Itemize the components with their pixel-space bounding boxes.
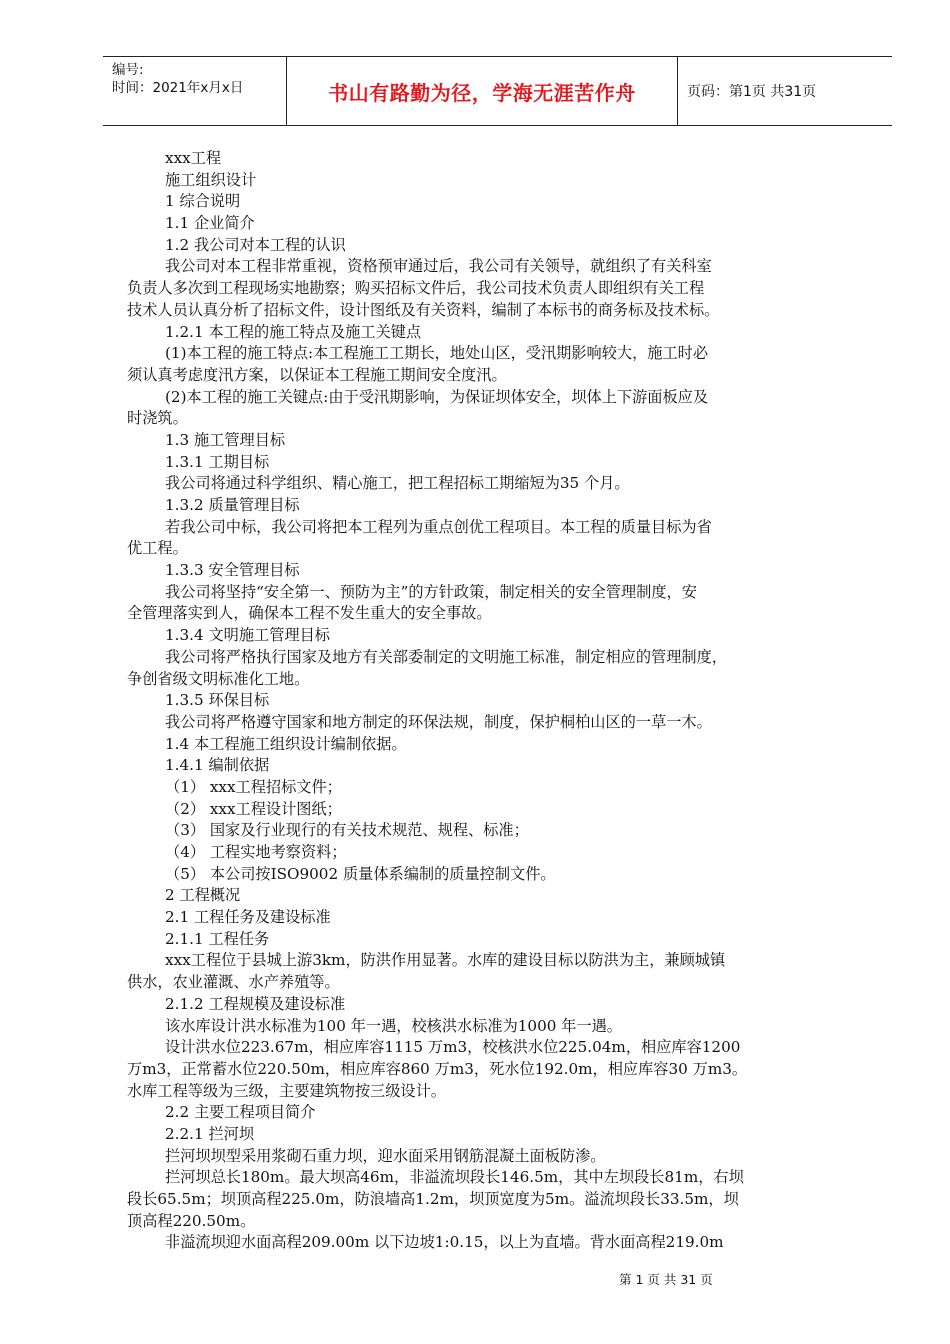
text-line: 我公司将通过科学组织、精心施工，把工程招标工期缩短为35 个月。 — [165, 474, 630, 493]
header-meta — [103, 57, 287, 125]
text-line: 1.1 企业简介 — [165, 214, 255, 233]
text-line: 全管理落实到人，确保本工程不发生重大的安全事故。 — [127, 604, 492, 623]
text-line: 1.3.3 安全管理目标 — [165, 561, 300, 580]
text-line: 2.1 工程任务及建设标准 — [165, 908, 331, 927]
text-line: 1 综合说明 — [165, 192, 241, 211]
text-line: 段长65.5m；坝顶高程225.0m，防浪墙高1.2m，坝顶宽度为5m。溢流坝段长33.5m，坝 — [127, 1190, 739, 1208]
text-line: 1.3.4 文明施工管理目标 — [165, 626, 330, 645]
text-line: 非溢流坝迎水面高程209.00m 以下边坡1:0.15，以上为直墙。背水面高程219.0m — [165, 1233, 724, 1252]
text-line: 2.1.2 工程规模及建设标准 — [165, 994, 346, 1013]
text-line: 2.2.1 拦河坝 — [165, 1124, 255, 1143]
text-line: 时浇筑。 — [127, 409, 188, 428]
page-header — [103, 56, 892, 126]
text-line: （4） 工程实地考察资料； — [165, 843, 347, 861]
text-line: 顶高程220.50m。 — [127, 1211, 256, 1230]
text-line: 水库工程等级为三级，主要建筑物按三级设计。 — [127, 1081, 446, 1100]
text-line: 供水，农业灌溉、水产养殖等。 — [127, 973, 340, 992]
text-line: （2） xxx工程设计图纸； — [165, 799, 342, 818]
text-line: 须认真考虑度汛方案，以保证本工程施工期间安全度汛。 — [127, 365, 507, 384]
text-line: (1)本工程的施工特点:本工程施工工期长，地处山区，受汛期影响较大，施工时必 — [165, 344, 709, 363]
text-line: 技术人员认真分析了招标文件，设计图纸及有关资料，编制了本标书的商务标及技术标。 — [127, 300, 720, 319]
text-line: 我公司将严格遵守国家和地方制定的环保法规，制度，保护桐柏山区的一草一木。 — [165, 712, 712, 731]
text-line: 1.3 施工管理目标 — [165, 430, 286, 449]
text-line: (2)本工程的施工关键点:由于受汛期影响，为保证坝体安全，坝体上下游面板应及 — [165, 387, 709, 406]
text-line: （3） 国家及行业现行的有关技术规范、规程、标准； — [165, 821, 529, 840]
text-line: 优工程。 — [127, 539, 188, 558]
text-line: 2 工程概况 — [165, 886, 241, 905]
text-line: 2.1.1 工程任务 — [165, 929, 270, 948]
text-line: 1.4 本工程施工组织设计编制依据。 — [165, 734, 407, 753]
text-line: 2.2 主要工程项目简介 — [165, 1103, 316, 1122]
page-footer: 第 1 页 共 31 页 — [619, 1272, 713, 1287]
text-line: 我公司将坚持“安全第一、预防为主”的方针政策，制定相关的安全管理制度，安 — [165, 582, 697, 601]
text-line: 万m3，正常蓄水位220.50m，相应库容860 万m3，死水位192.0m，相应库容30 万m3。 — [127, 1059, 748, 1078]
text-line: 负责人多次到工程现场实地勘察；购买招标文件后，我公司技术负责人即组织有关工程 — [127, 279, 705, 298]
text-line: xxx工程 — [165, 149, 222, 167]
text-line: 设计洪水位223.67m，相应库容1115 万m3，校核洪水位225.04m，相应库容1200 — [165, 1038, 741, 1057]
header-motto: 书山有路勤为径，学海无涯苦作舟 — [287, 57, 678, 125]
text-line: 我公司对本工程非常重视，资格预审通过后，我公司有关领导，就组织了有关科室 — [165, 257, 712, 276]
number-label: 编号: — [112, 62, 144, 78]
text-line: 争创省级文明标准化工地。 — [127, 669, 310, 688]
text-line: 我公司将严格执行国家及地方有关部委制定的文明施工标准，制定相应的管理制度， — [165, 647, 727, 666]
text-line: 1.2.1 本工程的施工特点及施工关键点 — [165, 322, 422, 341]
text-line: 1.4.1 编制依据 — [165, 756, 270, 775]
text-line: xxx工程位于县城上游3km，防洪作用显著。水库的建设目标以防洪为主，兼顾城镇 — [165, 951, 726, 970]
text-line: 1.3.5 环保目标 — [165, 691, 270, 710]
text-line: 1.2 我公司对本工程的认识 — [165, 235, 346, 254]
text-line: 拦河坝总长180m。最大坝高46m，非溢流坝段长146.5m，其中左坝段长81m，右坝 — [165, 1168, 744, 1187]
text-line: 1.3.1 工期目标 — [165, 452, 270, 471]
text-line: 拦河坝坝型采用浆砌石重力坝，迎水面采用钢筋混凝土面板防渗。 — [165, 1146, 606, 1165]
text-line: 1.3.2 质量管理目标 — [165, 496, 300, 514]
text-line: 施工组织设计 — [165, 170, 257, 189]
text-line: 若我公司中标，我公司将把本工程列为重点创优工程项目。本工程的质量目标为省 — [165, 517, 712, 536]
text-line: 该水库设计洪水标准为100 年一遇，校核洪水标准为1000 年一遇。 — [165, 1016, 622, 1035]
time-label: 时间：2021年x月x日 — [112, 80, 244, 96]
header-page-info: 页码：第1页 共31页 — [687, 84, 817, 100]
text-line: （1） xxx工程招标文件； — [165, 777, 342, 796]
document-body — [127, 148, 862, 1254]
text-line: （5） 本公司按ISO9002 质量体系编制的质量控制文件。 — [165, 864, 556, 883]
